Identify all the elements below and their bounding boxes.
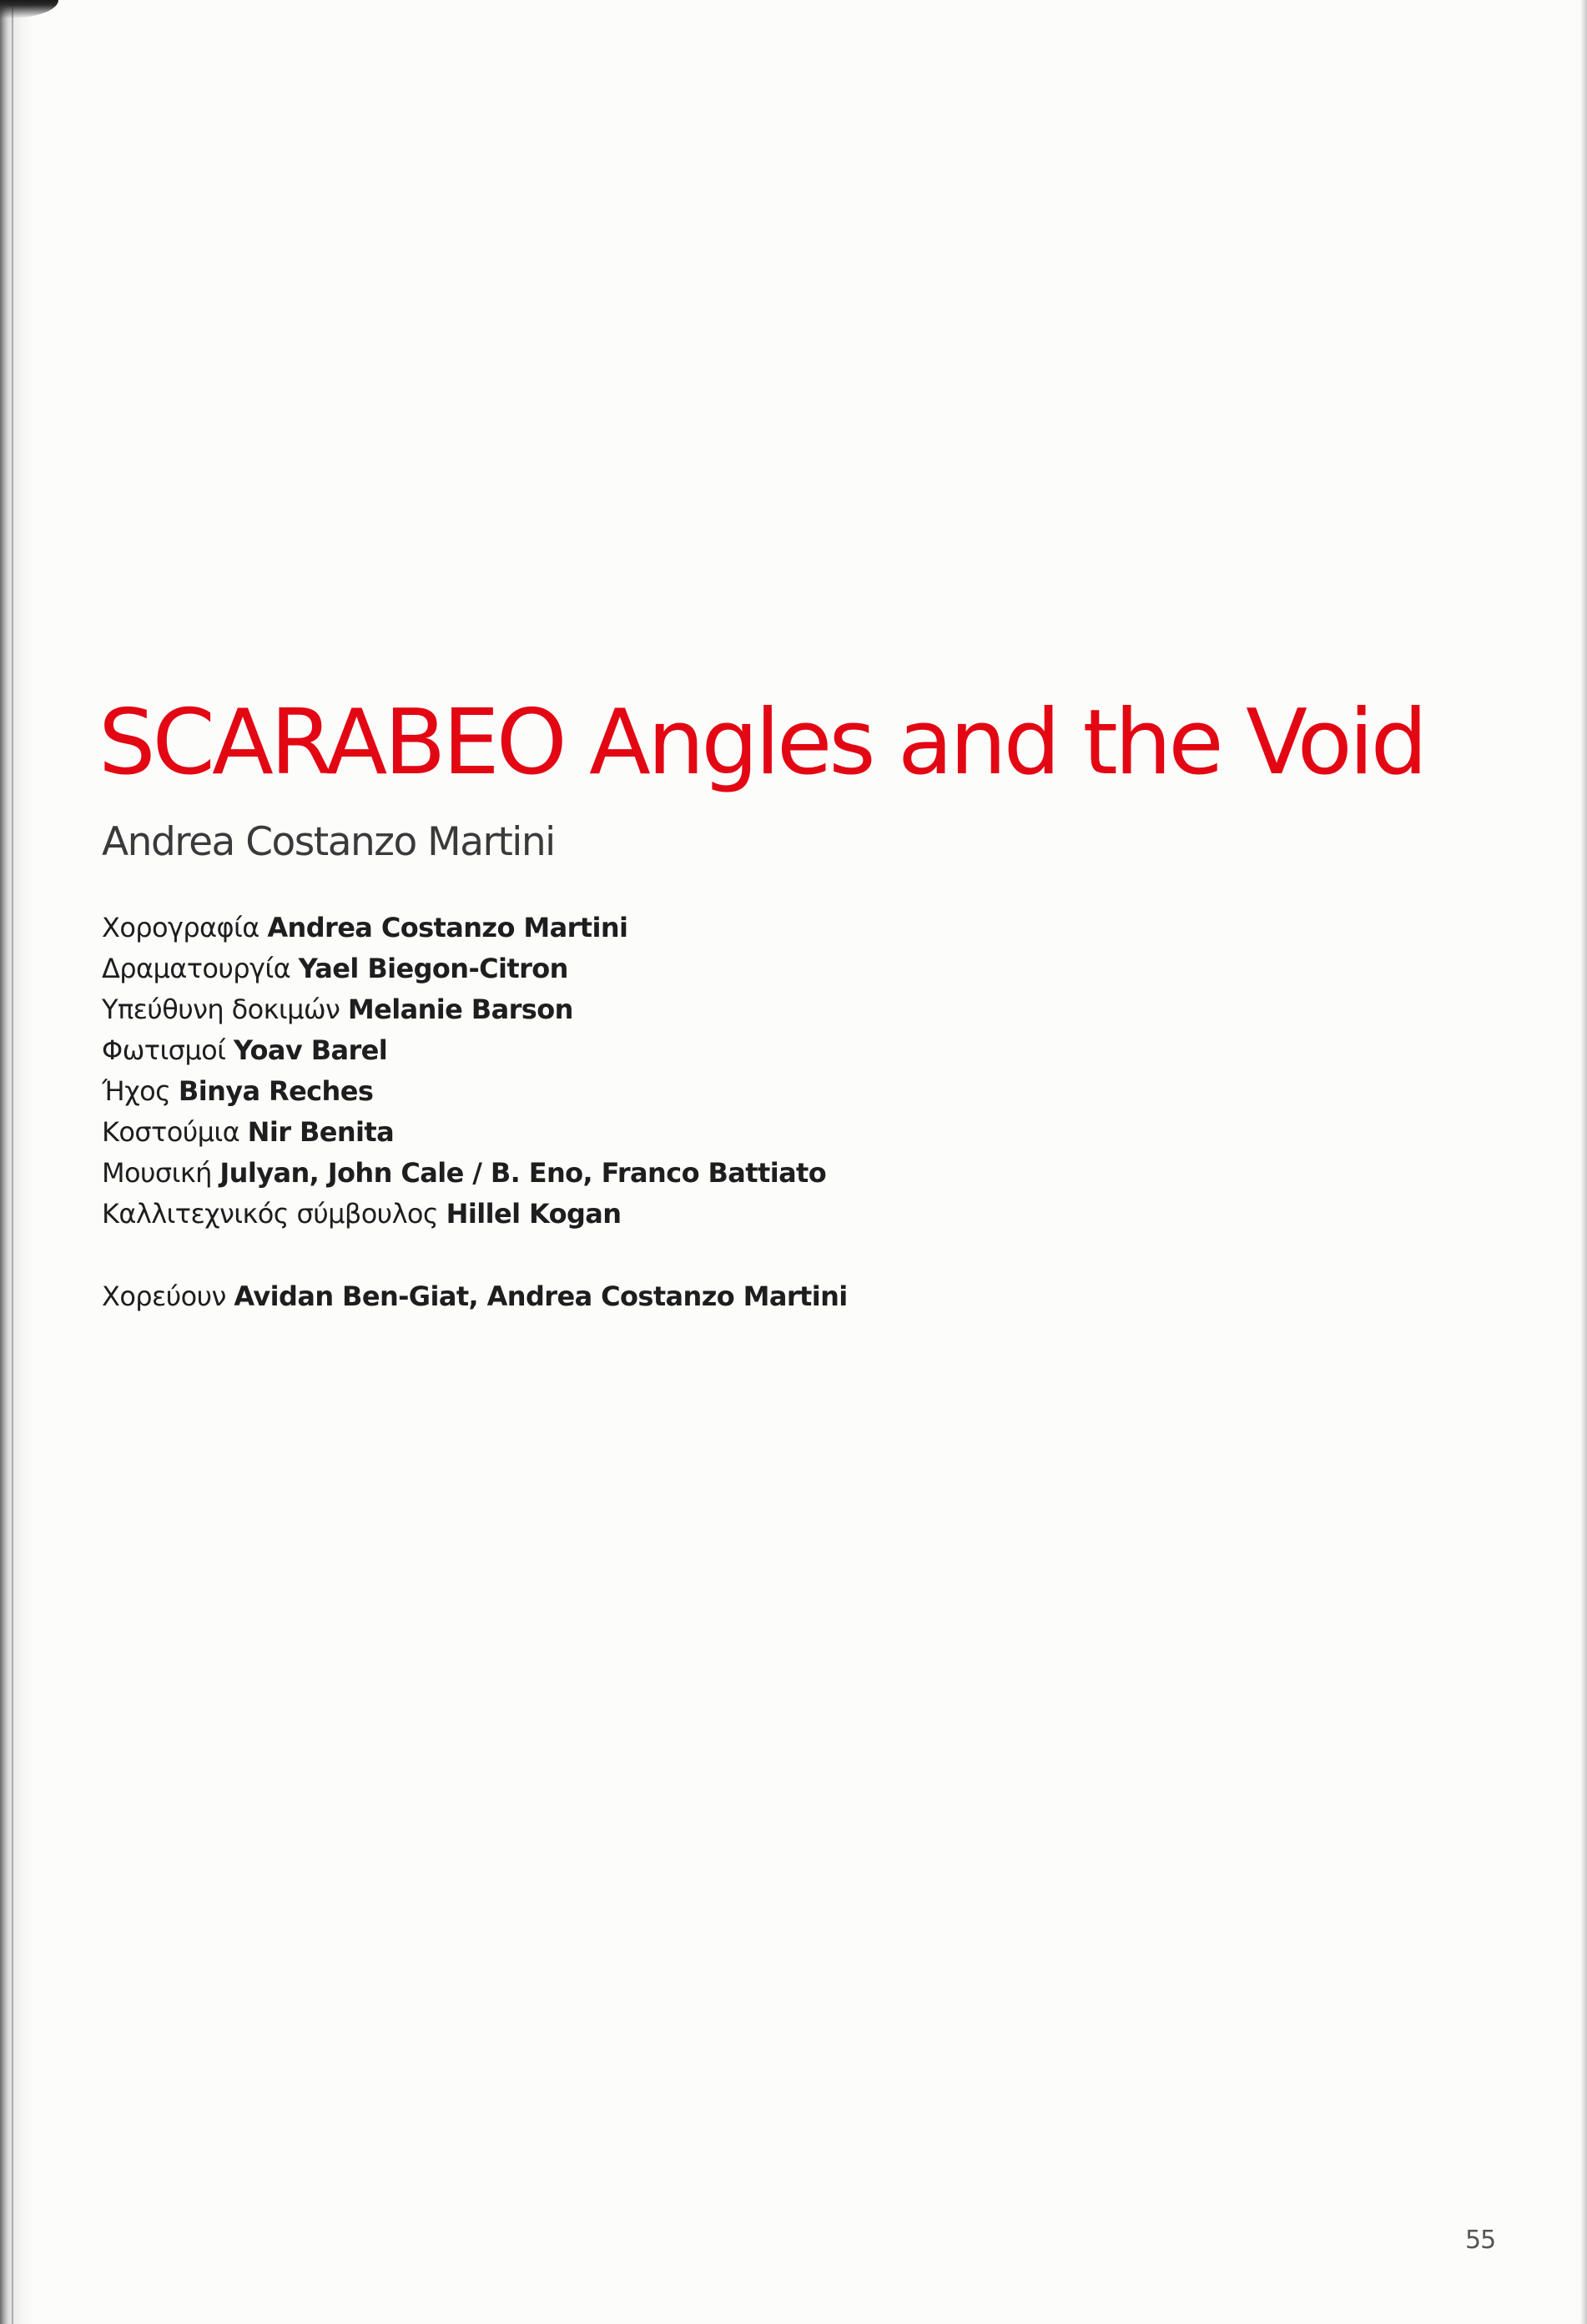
credit-person: Nir Benita bbox=[247, 1116, 395, 1148]
credit-artistic-advisor bbox=[102, 1194, 826, 1235]
page-number: 55 bbox=[1465, 2226, 1496, 2255]
credit-role: Υπεύθυνη δοκιμών bbox=[102, 993, 340, 1025]
credit-role: Χορογραφία bbox=[102, 912, 259, 943]
dancers-names: Avidan Ben-Giat, Andrea Costanzo Martini bbox=[234, 1280, 848, 1312]
credit-role: Ήχος bbox=[102, 1075, 171, 1107]
credit-choreography bbox=[102, 908, 826, 948]
credit-person: Hillel Kogan bbox=[446, 1198, 622, 1230]
credit-role: Φωτισμοί bbox=[102, 1034, 226, 1066]
credit-role: Δραματουργία bbox=[102, 953, 291, 984]
credit-person: Yoav Barel bbox=[233, 1034, 388, 1066]
credit-rehearsal-director bbox=[102, 989, 826, 1030]
credit-person: Melanie Barson bbox=[347, 993, 573, 1025]
choreographer-subtitle: Andrea Costanzo Martini bbox=[102, 819, 555, 865]
page-title: SCARABEO Angles and the Void bbox=[98, 691, 1425, 795]
credit-lighting bbox=[102, 1030, 826, 1071]
credits-list bbox=[102, 908, 826, 1235]
credit-person: Binya Reches bbox=[178, 1075, 374, 1107]
credit-costumes bbox=[102, 1112, 826, 1153]
credit-person: Julyan, John Cale / B. Eno, Franco Battiato bbox=[219, 1157, 827, 1189]
credit-music bbox=[102, 1153, 826, 1194]
credit-role: Μουσική bbox=[102, 1157, 212, 1189]
credit-role: Κοστούμια bbox=[102, 1116, 240, 1148]
credit-person: Andrea Costanzo Martini bbox=[267, 912, 628, 943]
dancers-credit bbox=[102, 1276, 848, 1317]
credit-dramaturgy bbox=[102, 948, 826, 989]
credit-person: Yael Biegon-Citron bbox=[298, 953, 568, 984]
credit-role: Καλλιτεχνικός σύμβουλος bbox=[102, 1198, 439, 1230]
dancers-role: Χορεύουν bbox=[102, 1280, 226, 1312]
credit-sound bbox=[102, 1071, 826, 1112]
